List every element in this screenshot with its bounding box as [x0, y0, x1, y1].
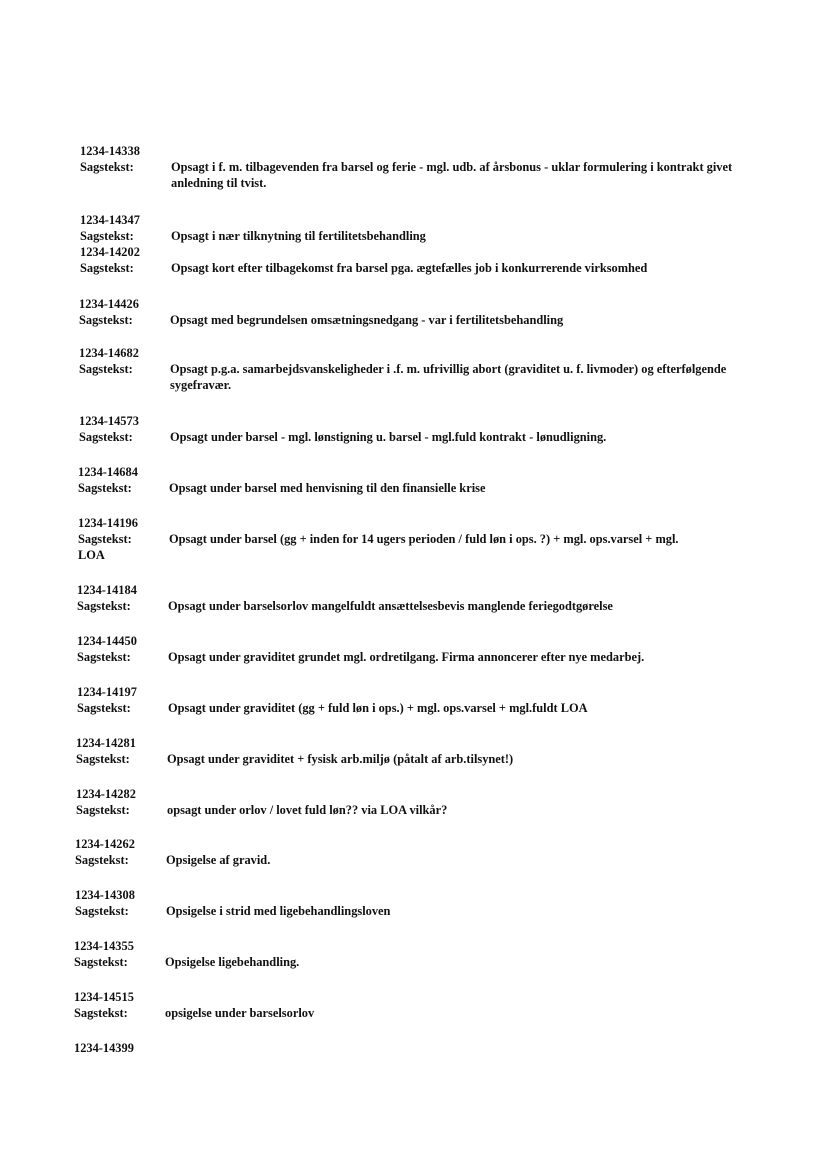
case-text: Opsagt med begrundelsen omsætningsnedgang - var i fertilitetsbehandling [170, 313, 564, 327]
case-entry [78, 515, 758, 563]
case-text-label: Sagstekst: [76, 803, 130, 817]
case-entry [80, 143, 760, 191]
case-text: Opsagt under barselsorlov mangelfuldt ansættelsesbevis manglende feriegodtgørelse [168, 599, 613, 613]
case-number: 1234-14282 [76, 787, 136, 801]
case-text-label: Sagstekst: [79, 313, 133, 327]
case-text-label: Sagstekst: [74, 1006, 128, 1020]
case-text-row [76, 802, 756, 818]
case-text: Opsagt under barsel med henvisning til den finansielle krise [169, 481, 486, 495]
case-number: 1234-14682 [79, 346, 139, 360]
case-number: 1234-14281 [76, 736, 136, 750]
case-entry [77, 582, 757, 614]
case-text: opsigelse under barselsorlov [165, 1006, 315, 1020]
case-text-row [77, 700, 757, 716]
case-text: Opsagt under graviditet + fysisk arb.miljø (påtalt af arb.tilsynet!) [167, 752, 514, 766]
case-text: Opsagt under barsel (gg + inden for 14 ugers perioden / fuld løn i ops. ?) + mgl. ops.varsel + mgl. [169, 532, 679, 546]
case-entry [80, 212, 760, 244]
case-text-row [79, 361, 759, 393]
case-text-label: Sagstekst: [80, 229, 134, 243]
case-number: 1234-14684 [78, 465, 138, 479]
case-text: Opsagt i nær tilknytning til fertilitetsbehandling [171, 229, 426, 243]
case-number: 1234-14573 [79, 414, 139, 428]
case-entry [74, 989, 754, 1021]
case-text-row [80, 260, 760, 276]
case-text-row [74, 954, 754, 970]
case-number: 1234-14338 [80, 144, 140, 158]
case-text-row [78, 531, 758, 547]
case-number: 1234-14399 [74, 1041, 134, 1055]
case-text: Opsagt under graviditet (gg + fuld løn i ops.) + mgl. ops.varsel + mgl.fuldt LOA [168, 701, 588, 715]
case-text-row [80, 228, 760, 244]
case-text-row [79, 312, 759, 328]
case-entry [74, 1040, 754, 1056]
case-text-label: Sagstekst: [80, 160, 134, 174]
case-text-row [75, 903, 755, 919]
case-entry [79, 413, 759, 445]
case-number: 1234-14426 [79, 297, 139, 311]
case-entry [74, 938, 754, 970]
case-number: 1234-14515 [74, 990, 134, 1004]
case-text: Opsagt kort efter tilbagekomst fra barsel pga. ægtefælles job i konkurrerende virksomhed [171, 261, 648, 275]
case-entry [78, 464, 758, 496]
case-text-overflow: LOA [78, 548, 105, 562]
case-text-row [76, 751, 756, 767]
case-text-row [75, 852, 755, 868]
case-text-label: Sagstekst: [80, 261, 134, 275]
case-text: Opsagt under graviditet grundet mgl. ordretilgang. Firma annoncerer efter nye medarbej. [168, 650, 645, 664]
case-entry [77, 684, 757, 716]
case-text-label: Sagstekst: [77, 650, 131, 664]
case-text-row [79, 429, 759, 445]
case-text: Opsagt under barsel - mgl. lønstigning u. barsel - mgl.fuld kontrakt - lønudligning. [170, 430, 607, 444]
case-number: 1234-14450 [77, 634, 137, 648]
case-number: 1234-14347 [80, 213, 140, 227]
case-number: 1234-14196 [78, 516, 138, 530]
case-entry [80, 244, 760, 276]
case-number: 1234-14355 [74, 939, 134, 953]
case-text-row [80, 159, 760, 191]
case-text-row [77, 598, 757, 614]
case-entry [79, 345, 759, 393]
case-text: Opsigelse af gravid. [166, 853, 271, 867]
case-entry [77, 633, 757, 665]
case-text: Opsagt p.g.a. samarbejdsvanskeligheder i .f. m. ufrivillig abort (graviditet u. f. livmoder) og efterfølgende sygefravær. [170, 362, 727, 392]
case-entry [76, 735, 756, 767]
case-text: Opsigelse i strid med ligebehandlingsloven [166, 904, 391, 918]
case-text-label: Sagstekst: [76, 752, 130, 766]
case-text-label: Sagstekst: [78, 481, 132, 495]
case-text-label: Sagstekst: [79, 362, 133, 376]
case-entry [75, 836, 755, 868]
case-number: 1234-14184 [77, 583, 137, 597]
case-text-label: Sagstekst: [75, 904, 129, 918]
case-text-row [74, 1005, 754, 1021]
case-text: Opsigelse ligebehandling. [165, 955, 300, 969]
case-text: opsagt under orlov / lovet fuld løn?? via LOA vilkår? [167, 803, 448, 817]
case-text-label: Sagstekst: [78, 532, 132, 546]
case-entry [79, 296, 759, 328]
case-entry [76, 786, 756, 818]
case-number: 1234-14308 [75, 888, 135, 902]
case-text-label: Sagstekst: [75, 853, 129, 867]
case-text-label: Sagstekst: [77, 599, 131, 613]
case-number: 1234-14262 [75, 837, 135, 851]
case-entry [75, 887, 755, 919]
case-text-label: Sagstekst: [79, 430, 133, 444]
case-text-label: Sagstekst: [77, 701, 131, 715]
case-text-label: Sagstekst: [74, 955, 128, 969]
case-text-row [78, 480, 758, 496]
case-number: 1234-14197 [77, 685, 137, 699]
case-text-row [77, 649, 757, 665]
case-number: 1234-14202 [80, 245, 140, 259]
case-text: Opsagt i f. m. tilbagevenden fra barsel og ferie - mgl. udb. af årsbonus - uklar formulering i kontrakt givet anledning til tvist. [171, 160, 733, 190]
